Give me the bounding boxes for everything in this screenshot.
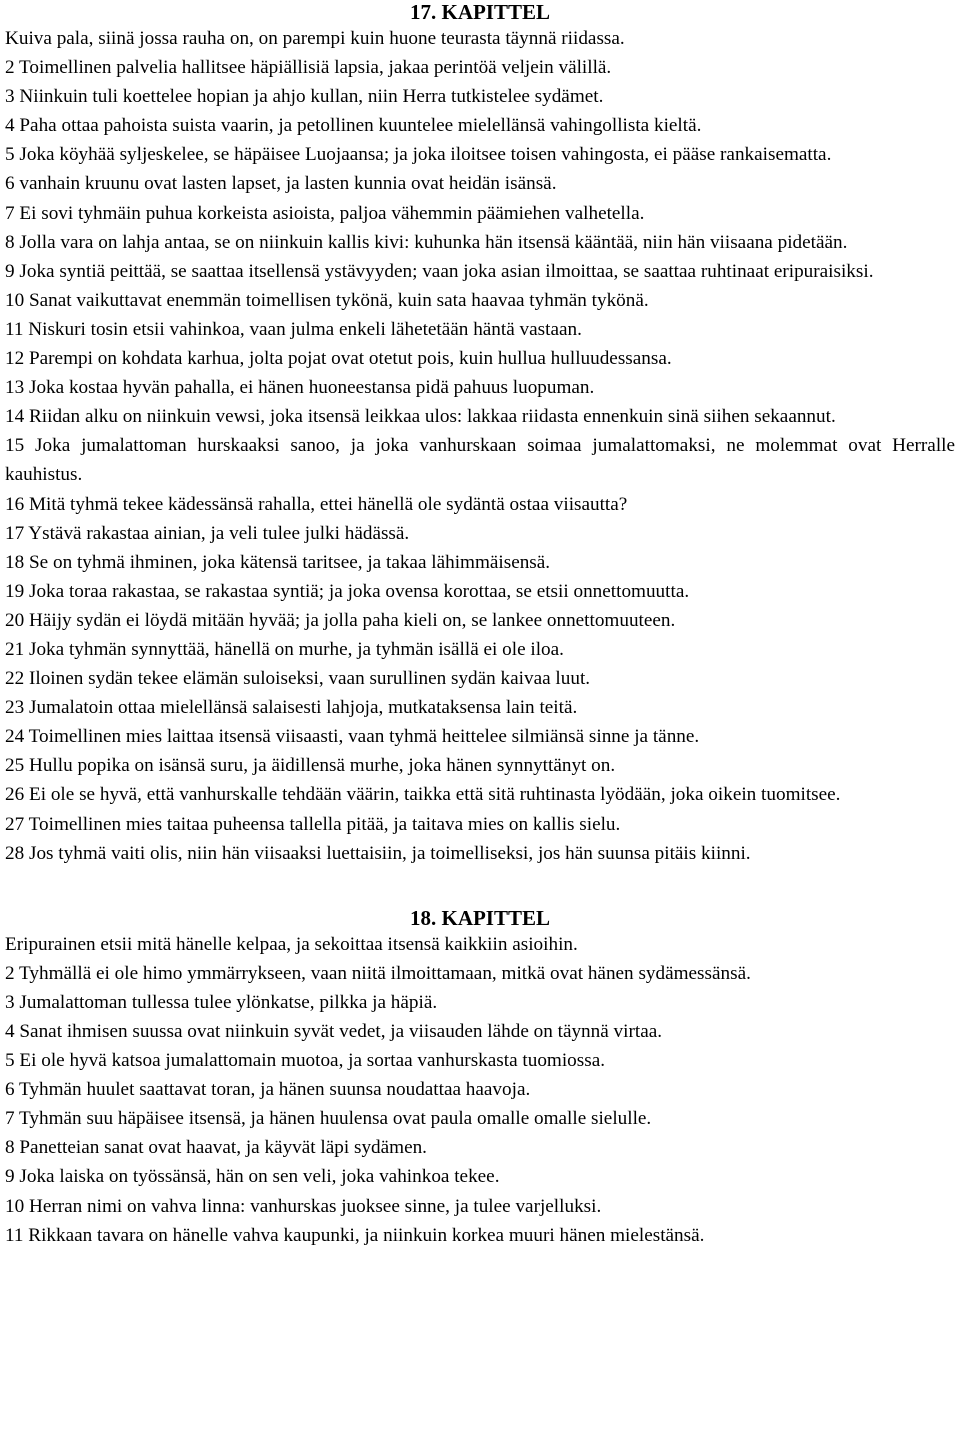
verse: 2 Tyhmällä ei ole himo ymmärrykseen, vaan niitä ilmoittamaan, mitkä ovat hänen sydämessänsä. <box>5 962 751 984</box>
verse: Kuiva pala, siinä jossa rauha on, on parempi kuin huone teurasta täynnä riidassa. <box>5 28 625 49</box>
verse: 2 Toimellinen palvelia hallitsee häpiällisiä lapsia, jakaa perintöä veljein välillä. <box>5 57 612 79</box>
verse: 15 Joka jumalattoman hurskaaksi sanoo, ja joka vanhurskaan soimaa jumalattomaksi, ne molemmat ovat Herralle kauhistus. <box>5 435 955 486</box>
verse: 27 Toimellinen mies taitaa puheensa tallella pitää, ja taitava mies on kallis sielu. <box>5 813 621 835</box>
verse: 19 Joka toraa rakastaa, se rakastaa syntiä; ja joka ovensa korottaa, se etsii onnettomuutta. <box>5 580 690 602</box>
verse: 4 Sanat ihmisen suussa ovat niinkuin syvät vedet, ja viisauden lähde on täynnä virtaa. <box>5 1021 663 1042</box>
verse: 8 Jolla vara on lahja antaa, se on niinkuin kallis kivi: kuhunka hän itsensä kääntää, niin hän viisaana pidetään. <box>5 231 848 253</box>
verse: 20 Häijy sydän ei löydä mitään hyvää; ja jolla paha kieli on, se lankee onnettomuuteen. <box>5 609 676 631</box>
chapter-spacer <box>5 868 955 906</box>
verse: 12 Parempi on kohdata karhua, jolta pojat ovat otetut pois, kuin hullua hulluudessansa. <box>5 348 672 370</box>
verse: 13 Joka kostaa hyvän pahalla, ei hänen huoneestansa pidä pahuus luopuman. <box>5 377 595 399</box>
verse: 8 Panetteian sanat ovat haavat, ja käyvät läpi sydämen. <box>5 1137 427 1159</box>
verse: 5 Ei ole hyvä katsoa jumalattomain muotoa, ja sortaa vanhurskasta tuomiossa. <box>5 1050 606 1072</box>
verse: 11 Niskuri tosin etsii vahinkoa, vaan julma enkeli lähetetään häntä vastaan. <box>5 318 582 340</box>
verse-list <box>5 930 955 1250</box>
verse: 10 Sanat vaikuttavat enemmän toimellisen tykönä, kuin sata haavaa tyhmän tykönä. <box>5 289 649 311</box>
verse: Eripurainen etsii mitä hänelle kelpaa, ja sekoittaa itsensä kaikkiin asioihin. <box>5 933 578 955</box>
verse: 16 Mitä tyhmä tekee kädessänsä rahalla, ettei hänellä ole sydäntä ostaa viisautta? <box>5 493 628 515</box>
verse: 3 Jumalattoman tullessa tulee ylönkatse, pilkka ja häpiä. <box>5 991 438 1013</box>
verse: 7 Tyhmän suu häpäisee itsensä, ja hänen huulensa ovat paula omalle omalle sielulle. <box>5 1108 652 1130</box>
verse: 5 Joka köyhää syljeskelee, se häpäisee Luojaansa; ja joka iloitsee toisen vahingosta, ei pääse rankaisematta. <box>5 144 832 166</box>
chapter-heading: 17. KAPITTEL <box>409 0 551 24</box>
verse: 3 Niinkuin tuli koettelee hopian ja ahjo kullan, niin Herra tutkistelee sydämet. <box>5 86 604 108</box>
verse: 4 Paha ottaa pahoista suista vaarin, ja petollinen kuuntelee mielellänsä vahingollista kieltä. <box>5 115 702 137</box>
verse: 11 Rikkaan tavara on hänelle vahva kaupunki, ja niinkuin korkea muuri hänen mielestänsä. <box>5 1224 705 1246</box>
verse: 7 Ei sovi tyhmäin puhua korkeista asioista, paljoa vähemmin päämiehen valhetella. <box>5 202 645 224</box>
chapter-heading: 18. KAPITTEL <box>409 905 551 930</box>
verse: 22 Iloinen sydän tekee elämän suloiseksi, vaan surullinen sydän kaivaa luut. <box>5 668 591 690</box>
verse: 14 Riidan alku on niinkuin vewsi, joka itsensä leikkaa ulos: lakkaa riidasta ennenkuin sinä siihen sekaannut. <box>5 406 836 428</box>
verse: 17 Ystävä rakastaa ainian, ja veli tulee julki hädässä. <box>5 522 410 544</box>
verse: 6 Tyhmän huulet saattavat toran, ja hänen suunsa noudattaa haavoja. <box>5 1079 531 1101</box>
verse: 21 Joka tyhmän synnyttää, hänellä on murhe, ja tyhmän isällä ei ole iloa. <box>5 638 564 660</box>
verse: 10 Herran nimi on vahva linna: vanhurskas juoksee sinne, ja tulee varjelluksi. <box>5 1195 602 1217</box>
verse: 25 Hullu popika on isänsä suru, ja äidillensä murhe, joka hänen synnyttänyt on. <box>5 755 616 777</box>
chapter-18 <box>5 906 955 1250</box>
chapter-17 <box>5 0 955 868</box>
verse: 26 Ei ole se hyvä, että vanhurskalle tehdään väärin, taikka että sitä ruhtinasta lyödään, joka oikein tuomitsee. <box>5 784 841 806</box>
verse: 9 Joka laiska on työssänsä, hän on sen veli, joka vahinkoa tekee. <box>5 1166 500 1188</box>
verse: 9 Joka syntiä peittää, se saattaa itsellensä ystävyyden; vaan joka asian ilmoittaa, se saattaa ruhtinaat eripuraisiksi. <box>5 260 874 282</box>
verse: 6 vanhain kruunu ovat lasten lapset, ja lasten kunnia ovat heidän isänsä. <box>5 173 557 195</box>
verse-list <box>5 24 955 868</box>
verse: 24 Toimellinen mies laittaa itsensä viisaasti, vaan tyhmä heittelee silmiänsä sinne ja tänne. <box>5 726 700 748</box>
document-page <box>5 0 955 1250</box>
verse: 18 Se on tyhmä ihminen, joka kätensä taritsee, ja takaa lähimmäisensä. <box>5 551 551 573</box>
verse: 23 Jumalatoin ottaa mielellänsä salaisesti lahjoja, mutkataksensa lain teitä. <box>5 697 578 719</box>
verse: 28 Jos tyhmä vaiti olis, niin hän viisaaksi luettaisiin, ja toimelliseksi, jos hän suunsa pitäis kiinni. <box>5 842 751 864</box>
